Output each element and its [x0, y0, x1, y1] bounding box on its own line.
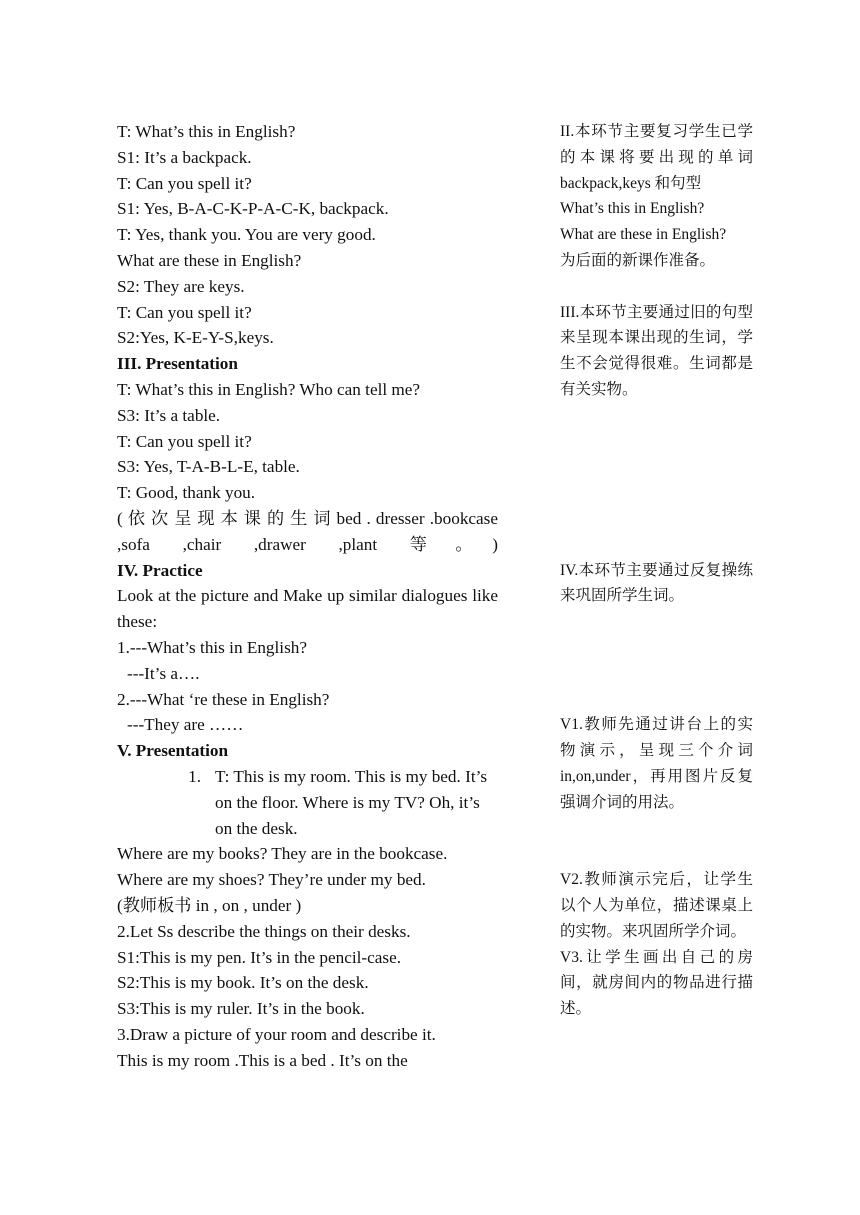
dialogue-line: T: Can you spell it?	[117, 431, 252, 451]
script-line: This is my room .This is a bed . It’s on the	[117, 1050, 408, 1070]
practice-line: ---They are ……	[127, 715, 244, 735]
script-line: Where are my shoes? They’re under my bed.	[117, 870, 426, 890]
script-line: (教师板书 in , on , under )	[117, 895, 302, 915]
dialogue-line: T: What’s this in English?	[117, 122, 296, 141]
practice-line: 1.---What’s this in English?	[117, 637, 307, 657]
note-section-2: II.本环节主要复习学生已学的本课将要出现的单词 backpack,keys 和句型	[560, 123, 753, 192]
note-section-5-2: V2.教师演示完后，让学生以个人为单位，描述课桌上的实物。来巩固所学介词。	[560, 871, 753, 940]
script-line: 3.Draw a picture of your room and describe it.	[117, 1024, 436, 1044]
script-line: S2:This is my book. It’s on the desk.	[117, 973, 369, 993]
dialogue-line: S1: It’s a backpack.	[117, 147, 252, 167]
dialogue-line: T: What’s this in English? Who can tell me?	[117, 379, 421, 399]
dialogue-line: What are these in English?	[117, 250, 302, 270]
note-sentence: What are these in English?	[560, 226, 727, 244]
note-sentence: 为后面的新课作准备。	[560, 251, 716, 269]
item-number: 1.	[188, 766, 201, 786]
script-line: S3:This is my ruler. It’s in the book.	[117, 999, 365, 1019]
note-section-4: IV.本环节主要通过反复操练来巩固所学生词。	[560, 561, 753, 605]
dialogue-line: S3: Yes, T-A-B-L-E, table.	[117, 457, 300, 477]
dialogue-line: T: Can you spell it?	[117, 302, 252, 322]
item-text: T: This is my room. This is my bed. It’s on the floor. Where is my TV? Oh, it’s on the desk.	[215, 766, 488, 838]
dialogue-line: T: Good, thank you.	[117, 483, 256, 503]
section-heading-presentation-2: V. Presentation	[117, 741, 229, 761]
dialogue-line: T: Can you spell it?	[117, 173, 252, 193]
note-section-5-1: V1.教师先通过讲台上的实物演示，呈现三个介词 in,on,under，再用图片反复强调介词的用法。	[560, 716, 753, 811]
script-line: 2.Let Ss describe the things on their desks.	[117, 921, 411, 941]
note-section-3: III.本环节主要通过旧的句型来呈现本课出现的生词，学生不会觉得很难。生词都是有关实物。	[560, 303, 753, 398]
section-heading-presentation: III. Presentation	[117, 354, 238, 374]
lesson-script-column	[117, 119, 498, 1073]
numbered-item	[117, 764, 498, 841]
script-line: S1:This is my pen. It’s in the pencil-case.	[117, 947, 402, 967]
note-section-5-3: V3.让学生画出自己的房间，就房间内的物品进行描述。	[560, 948, 753, 1018]
dialogue-line: S2:Yes, K-E-Y-S,keys.	[117, 328, 274, 348]
teaching-notes-column	[560, 119, 753, 1022]
note-sentence: What’s this in English?	[560, 200, 705, 218]
script-line: Where are my books? They are in the bookcase.	[117, 844, 448, 864]
section-heading-practice: IV. Practice	[117, 560, 203, 580]
practice-line: ---It’s a….	[127, 663, 200, 683]
dialogue-line: S2: They are keys.	[117, 276, 245, 296]
dialogue-line: T: Yes, thank you. You are very good.	[117, 225, 376, 245]
practice-line: 2.---What ‘re these in English?	[117, 689, 330, 709]
vocabulary-note: ( 依 次 呈 现 本 课 的 生 词 bed . dresser .bookcase ,sofa ,chair ,drawer ,plant 等。)	[117, 508, 498, 554]
dialogue-line: S3: It’s a table.	[117, 405, 221, 425]
practice-instruction: Look at the picture and Make up similar dialogues like these:	[117, 586, 498, 632]
dialogue-line: S1: Yes, B-A-C-K-P-A-C-K, backpack.	[117, 199, 389, 219]
